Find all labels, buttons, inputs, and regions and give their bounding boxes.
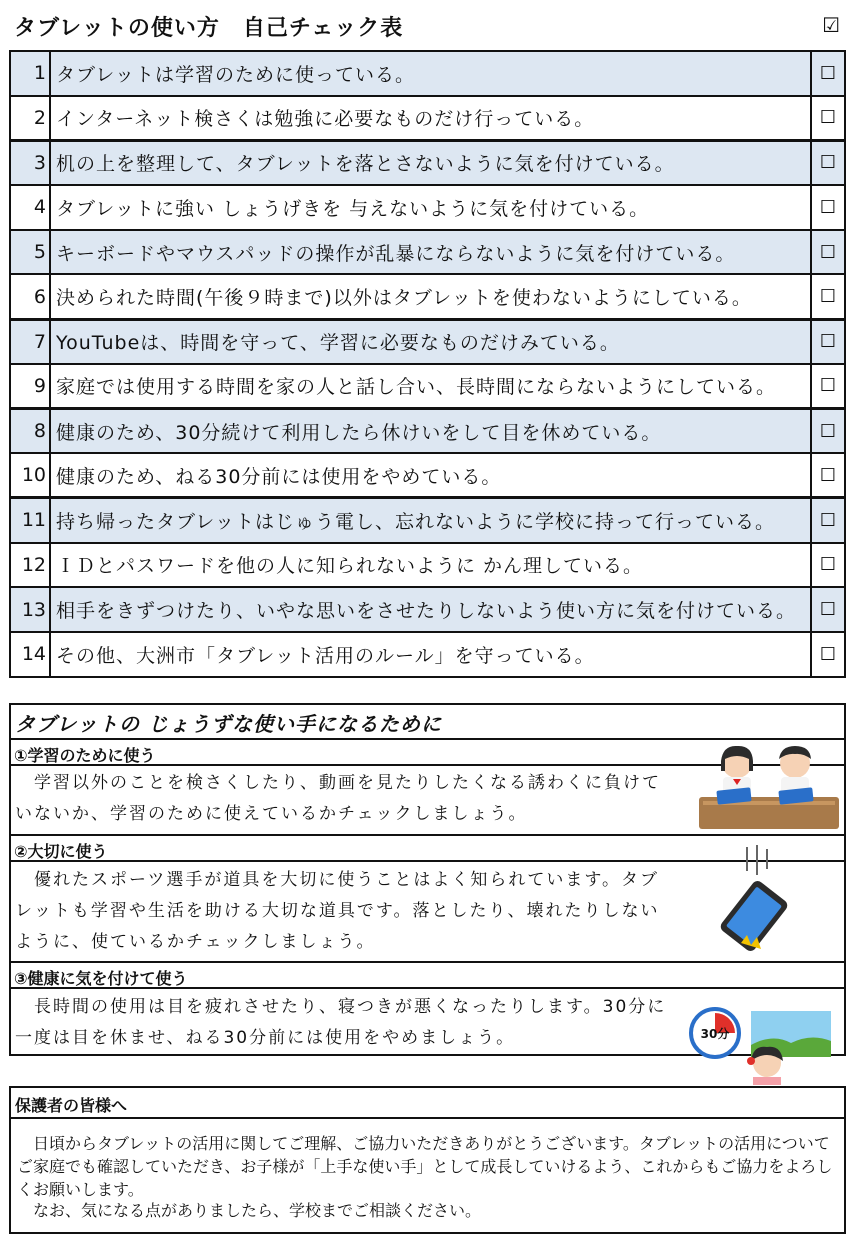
guardian-notice-box	[9, 1086, 846, 1234]
notice-heading: 保護者の皆様へ	[11, 1088, 844, 1119]
page-header	[14, 8, 844, 44]
item-number: 13	[10, 587, 50, 632]
item-text: 健康のため、ねる30分前には使用をやめている。	[50, 453, 811, 498]
section-body-study	[11, 768, 671, 830]
item-text: キーボードやマウスパッドの操作が乱暴にならないように気を付けている。	[50, 230, 811, 275]
item-text: 健康のため、30分続けて利用したら休けいをして目を休めている。	[50, 409, 811, 454]
item-number: 5	[10, 230, 50, 275]
table-row	[10, 185, 845, 230]
section-heading-health: ③健康に気を付けて使う	[11, 961, 844, 989]
notice-body	[17, 1132, 839, 1222]
table-row	[10, 51, 845, 96]
body-line: レットも学習や生活を助ける大切な道具です。落としたり、壊れたりしない	[15, 901, 660, 921]
item-checkbox[interactable]: ☐	[811, 543, 845, 588]
item-checkbox[interactable]: ☐	[811, 453, 845, 498]
body-line: 長時間の使用は目を疲れさせたり、寝つきが悪くなったりします。30分に	[15, 997, 667, 1017]
item-number: 1	[10, 51, 50, 96]
item-checkbox[interactable]: ☐	[811, 319, 845, 364]
page-title: タブレットの使い方 自己チェック表	[14, 16, 404, 41]
clock-label: 30分	[700, 1027, 730, 1041]
item-text: タブレットは学習のために使っている。	[50, 51, 811, 96]
check-column-header: ☑	[822, 13, 840, 37]
clock-30min-rest-icon	[687, 1007, 837, 1085]
table-row	[10, 543, 845, 588]
falling-tablet-icon	[717, 845, 809, 957]
item-checkbox[interactable]: ☐	[811, 230, 845, 275]
item-number: 6	[10, 274, 50, 319]
table-row	[10, 453, 845, 498]
body-line: 優れたスポーツ選手が道具を大切に使うことはよく知られています。タブ	[15, 870, 659, 890]
table-row	[10, 319, 845, 364]
notice-paragraph: なお、気になる点がありましたら、学校までご相談ください。	[33, 1201, 482, 1220]
item-checkbox[interactable]: ☐	[811, 409, 845, 454]
item-number: 2	[10, 96, 50, 141]
table-row	[10, 498, 845, 543]
item-text: 相手をきずつけたり、いやな思いをさせたりしないよう使い方に気を付けている。	[50, 587, 811, 632]
item-text: 机の上を整理して、タブレットを落とさないように気を付けている。	[50, 140, 811, 185]
table-row	[10, 96, 845, 141]
item-checkbox[interactable]: ☐	[811, 587, 845, 632]
item-checkbox[interactable]: ☐	[811, 96, 845, 141]
table-row	[10, 587, 845, 632]
item-number: 3	[10, 140, 50, 185]
item-number: 4	[10, 185, 50, 230]
self-check-table	[9, 50, 846, 678]
table-row	[10, 140, 845, 185]
item-number: 8	[10, 409, 50, 454]
item-checkbox[interactable]: ☐	[811, 364, 845, 409]
section-body-health	[11, 992, 671, 1054]
body-line: 学習以外のことを検さくしたり、動画を見たりしたくなる誘わくに負けて	[15, 773, 661, 793]
item-checkbox[interactable]: ☐	[811, 51, 845, 96]
section-heading-study: ①学習のために使う	[11, 738, 844, 766]
item-text: ＩＤとパスワードを他の人に知られないように かん理している。	[50, 543, 811, 588]
guide-title: タブレットの じょうずな使い手になるために	[15, 712, 442, 736]
students-with-tablets-icon	[699, 741, 839, 831]
item-text: インターネット検さくは勉強に必要なものだけ行っている。	[50, 96, 811, 141]
item-text: 持ち帰ったタブレットはじゅう電し、忘れないように学校に持って行っている。	[50, 498, 811, 543]
item-text: 決められた時間(午後９時まで)以外はタブレットを使わないようにしている。	[50, 274, 811, 319]
item-number: 12	[10, 543, 50, 588]
table-row	[10, 364, 845, 409]
body-line: いないか、学習のために使えているかチェックしましょう。	[15, 804, 528, 824]
item-number: 9	[10, 364, 50, 409]
item-number: 11	[10, 498, 50, 543]
item-checkbox[interactable]: ☐	[811, 274, 845, 319]
usage-guide-box	[9, 703, 846, 1056]
item-checkbox[interactable]: ☐	[811, 498, 845, 543]
section-heading-care: ②大切に使う	[11, 834, 844, 862]
item-text: 家庭では使用する時間を家の人と話し合い、長時間にならないようにしている。	[50, 364, 811, 409]
item-checkbox[interactable]: ☐	[811, 632, 845, 677]
notice-paragraph: 日頃からタブレットの活用に関してご理解、ご協力いただきありがとうございます。タブレットの活用についてご家庭でも確認していただき、お子様が「上手な使い手」として成長していけるよう、これからもご協力をよろしくお願いします。	[17, 1134, 833, 1199]
item-text: YouTubeは、時間を守って、学習に必要なものだけみている。	[50, 319, 811, 364]
item-number: 7	[10, 319, 50, 364]
section-body-care	[11, 865, 671, 958]
table-row	[10, 230, 845, 275]
table-row	[10, 409, 845, 454]
item-text: その他、大洲市「タブレット活用のルール」を守っている。	[50, 632, 811, 677]
item-text: タブレットに強い しょうげきを 与えないように気を付けている。	[50, 185, 811, 230]
item-checkbox[interactable]: ☐	[811, 185, 845, 230]
table-row	[10, 274, 845, 319]
item-number: 14	[10, 632, 50, 677]
body-line: 一度は目を休ませ、ねる30分前には使用をやめましょう。	[15, 1028, 516, 1048]
body-line: ように、使ているかチェックしましょう。	[15, 932, 376, 952]
item-number: 10	[10, 453, 50, 498]
table-row	[10, 632, 845, 677]
item-checkbox[interactable]: ☐	[811, 140, 845, 185]
